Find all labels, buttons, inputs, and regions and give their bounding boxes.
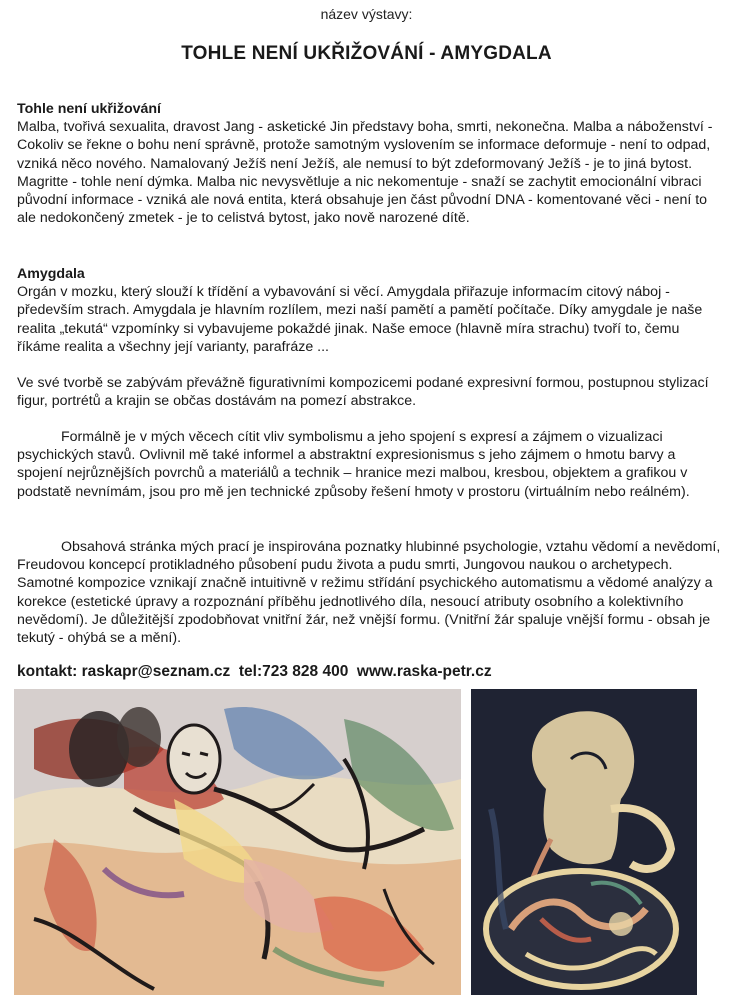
paragraph-formal (17, 428, 721, 501)
paragraph-text: Formálně je v mých věcech cítit vliv symbolismu a jeho spojení s expresí a zájmem o vizualizaci psychických stavů. Ovlivnil mě také informel a abstraktní expresionismus s jeho zájmem o hmotu barvy a spojení nejrůznějších povrchů a materiálů a technik – hranice mezi malbou, kresbou, objektem a grafikou v podstatě nevnímám, jsou pro mě jen technické způsoby řešení hmoty v prostoru (virtuálním nebo reálném). (17, 429, 690, 500)
paragraph-text: Obsahová stránka mých prací je inspirována poznatky hlubinné psychologie, vztahu vědomí a nevědomí, Freudovou koncepcí protikladného působení pudu života a pudu smrti, Jungovou naukou o archetypech. Samotné kompozice vznikají značně intuitivně v režimu střídání psychického automatismu a vědomé analýzy a korekce (estetické úpravy a rozpoznání příběhu jednotlivého díla, nesoucí atributy osobního a kolektivního nevědomí). Je důležitější zpodobňovat vnitřní žár, než vnější formu. (Vnitřní žár spaluje vnější formu - obsah je tekutý - ohýbá se a mění). (17, 539, 721, 647)
section-tohle-neni-ukrizovani (17, 100, 721, 227)
section-heading: Amygdala (17, 266, 85, 282)
contact-line: kontakt: raskapr@seznam.cz tel:723 828 400 www.raska-petr.cz (17, 663, 492, 680)
paragraph-text: Ve své tvorbě se zabývám převážně figurativními kompozicemi podané expresivní formou, postupnou stylizací figur, portrétů a krajin se občas dostávám na pomezí abstrakce. (17, 375, 709, 410)
exhibition-label: název výstavy: (320, 6, 413, 22)
paragraph-figurative (17, 374, 721, 410)
section-body: Orgán v mozku, který slouží k třídění a vybavování si věcí. Amygdala přiřazuje informacím citový náboj - především strach. Amygdala je hlavním rozlílem, mezi naší pamětí a pamětí počítače. Díky amygdale je naše realita „tekutá“ vzpomínky si vybavujeme pokaždé jinak. Naše emoce (hlavně míra strachu) tvoří to, čemu říkáme realita a všechny její varianty, parafráze ... (17, 284, 703, 355)
paragraph-content (17, 538, 721, 647)
section-heading: Tohle není ukřižování (17, 101, 161, 117)
exhibition-title: TOHLE NENÍ UKŘIŽOVÁNÍ - AMYGDALA (181, 43, 552, 64)
painting-crucifixion (14, 689, 461, 995)
painting-amygdala (471, 689, 697, 995)
section-amygdala (17, 265, 721, 356)
section-body: Malba, tvořivá sexualita, dravost Jang - asketické Jin představy boha, smrti, nekonečna. Malba a náboženství - Cokoliv se řekne o bohu není správně, protože samotným vyslovením se informace deformuje - není to odpad, vzniká něco nového. Namalovaný Ježíš není Ježíš, ale nemusí to být zdeformovaný Ježíš - je to jiná bytost. Magritte - tohle není dýmka. Malba nic nevysvětluje a nic nekomentuje - snaží se zachytit emocionální vibraci původní informace - vzniká ale nová entita, která obsahuje jen část původní DNA - komentované věci - není to ale nedokončený zmetek - je to celistvá bytost, jako nově narozené dítě. (17, 119, 713, 227)
